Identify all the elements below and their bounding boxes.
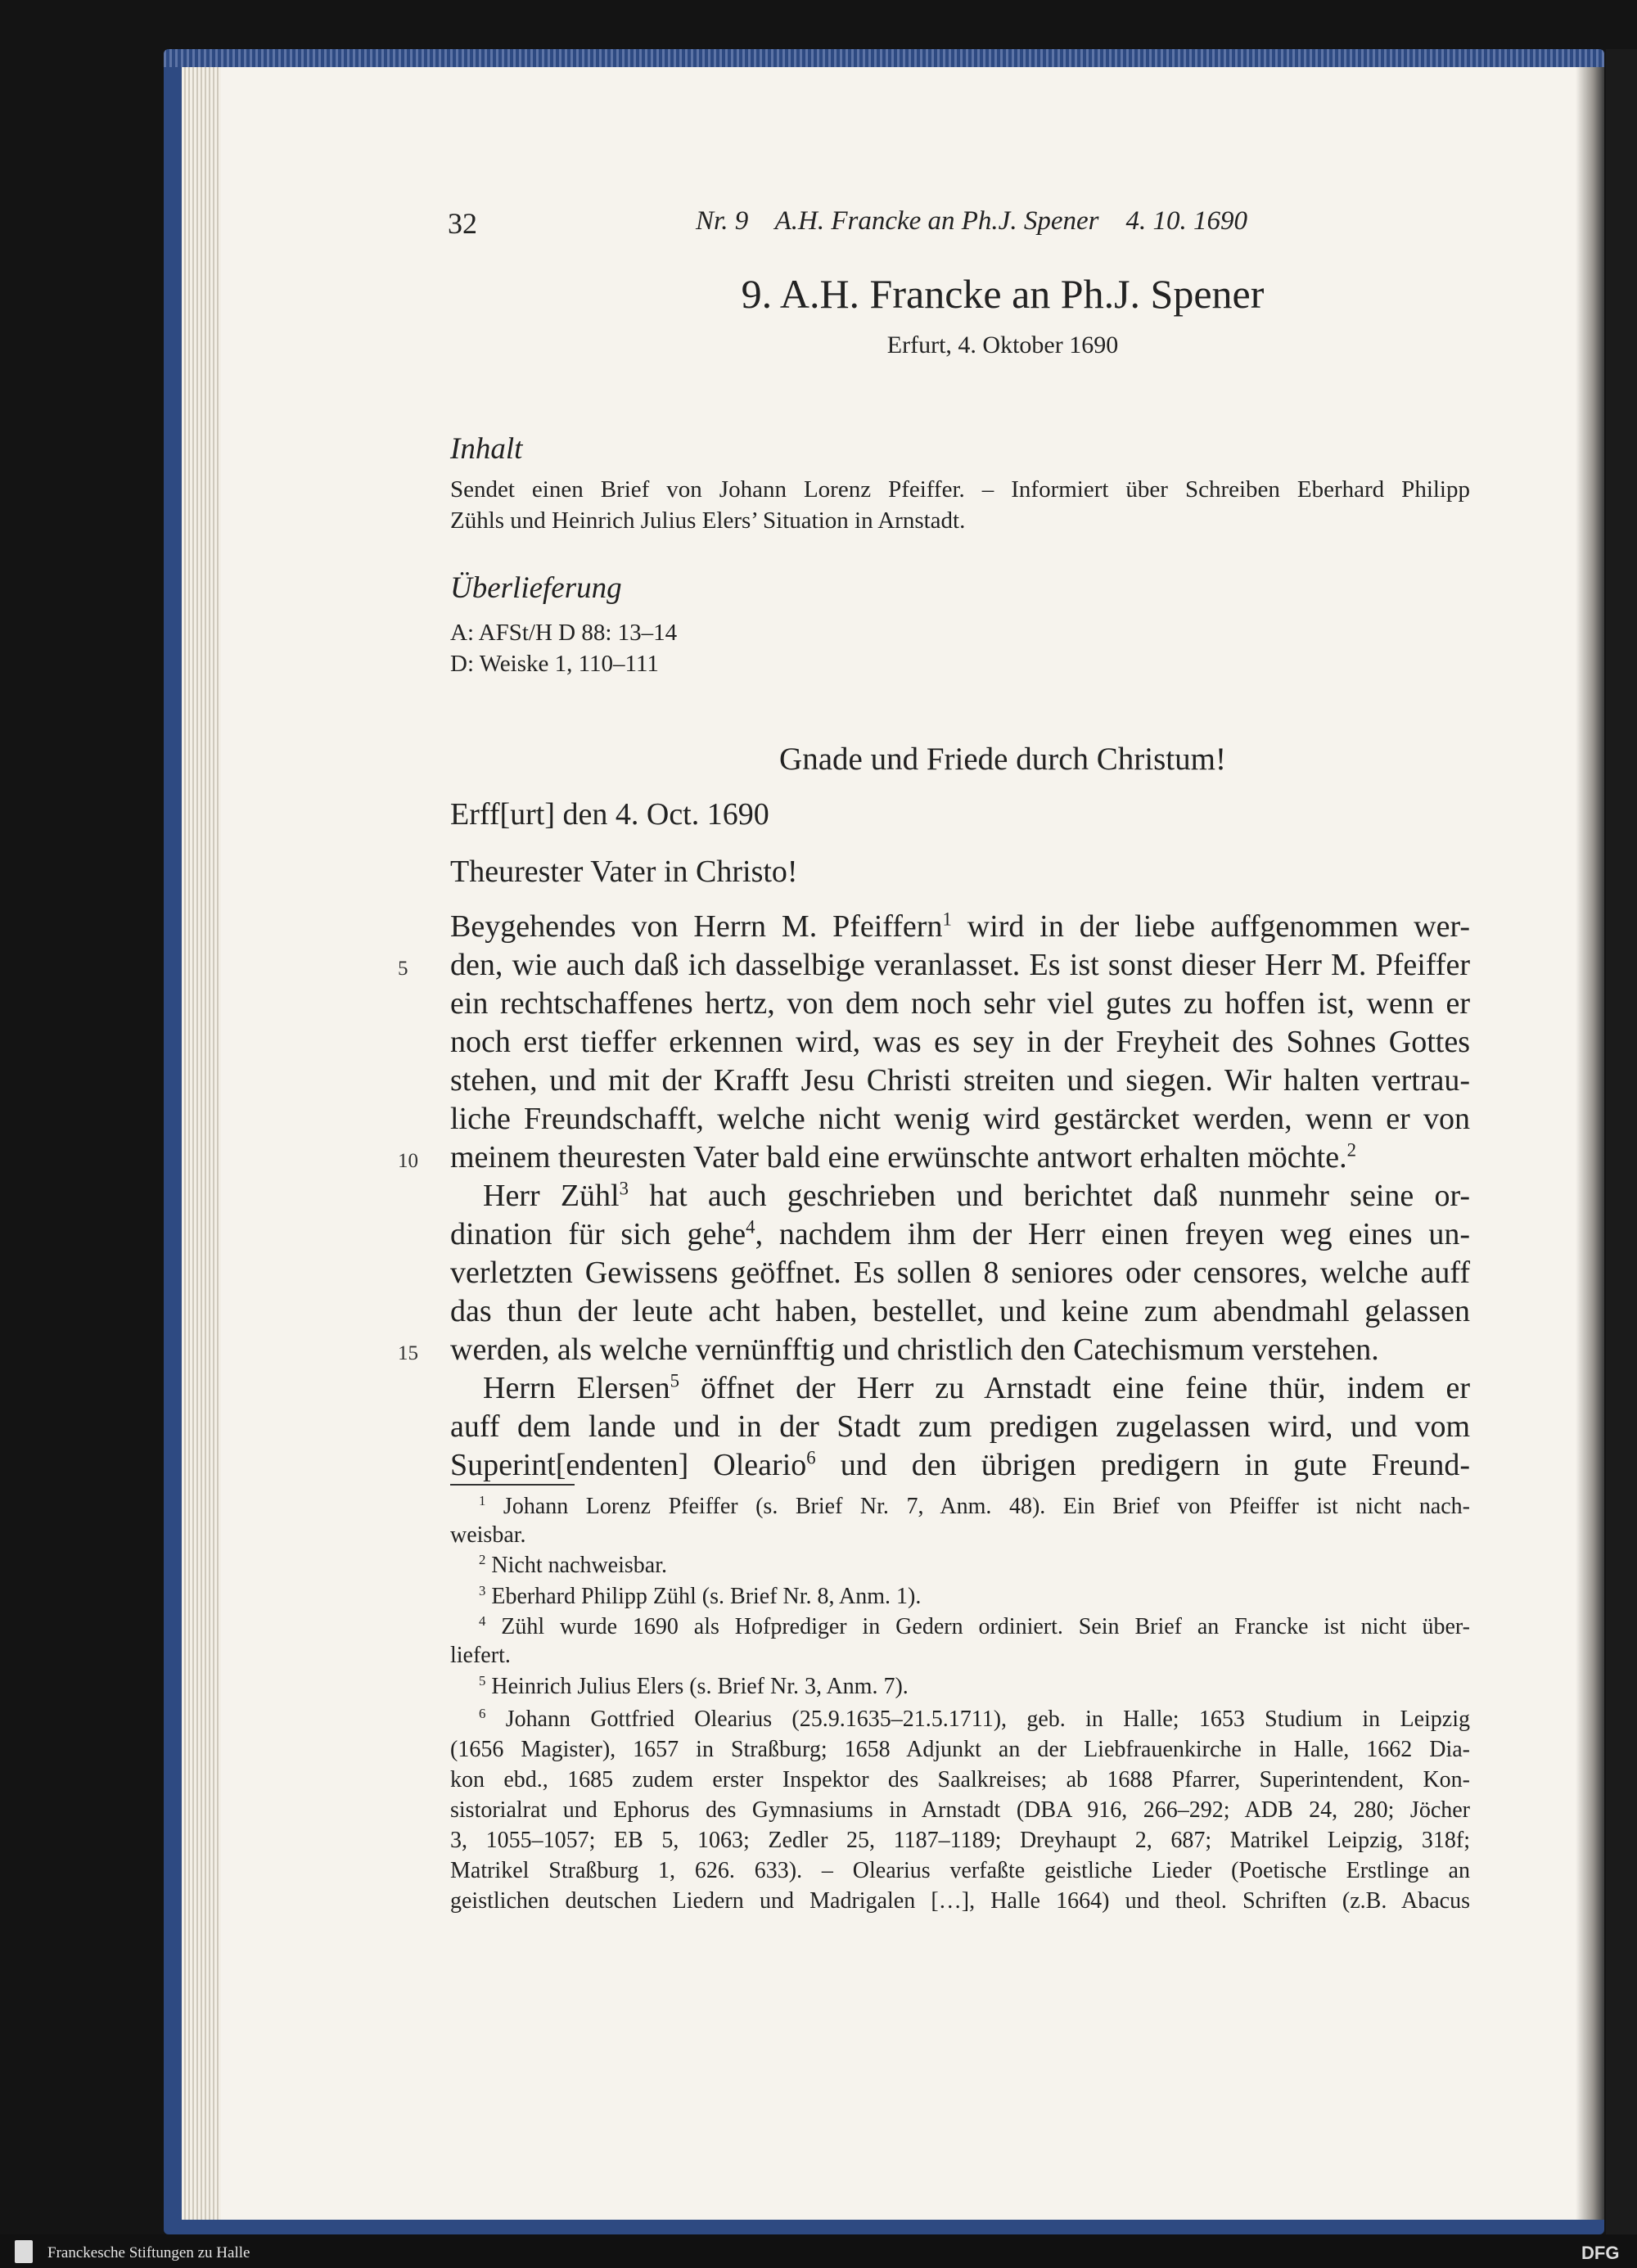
body-line: verletzten Gewissens geöffnet. Es sollen 8 seniores oder censores, welche auff xyxy=(450,1256,1470,1290)
body-line: liche Freundschafft, welche nicht wenig wird gestärcket werden, wenn er von xyxy=(450,1102,1470,1136)
footnote-ref: 3 xyxy=(619,1178,629,1199)
footnote-ref: 1 xyxy=(942,909,952,930)
footnote-number: 5 xyxy=(479,1672,486,1689)
body-line xyxy=(450,909,1470,945)
body-line: stehen, und mit der Krafft Jesu Christi streiten und siegen. Wir halten vertrau- xyxy=(450,1063,1470,1098)
text: Beygehendes von Herrn M. Pfeiffern xyxy=(450,909,943,944)
institution-name: Franckesche Stiftungen zu Halle xyxy=(47,2244,250,2261)
text: Heinrich Julius Elers (s. Brief Nr. 3, Anm. 7). xyxy=(491,1674,909,1699)
footnote: liefert. xyxy=(450,1643,511,1668)
footnote: kon ebd., 1685 zudem erster Inspektor des Saalkreises; ab 1688 Pfarrer, Superintendent, Kon- xyxy=(450,1767,1470,1792)
text: , nachdem ihm der Herr einen freyen weg eines un- xyxy=(755,1217,1470,1251)
text: und den übrigen predigern in gute Freund- xyxy=(815,1448,1470,1482)
line-number: 5 xyxy=(398,958,408,980)
footnote xyxy=(479,1553,1470,1579)
text: Nicht nachweisbar. xyxy=(491,1553,667,1578)
footnote-number: 1 xyxy=(479,1492,486,1508)
text: wird in der liebe auffgenommen wer- xyxy=(951,909,1471,944)
salutation: Gnade und Friede durch Christum! xyxy=(779,742,1226,777)
footnote: Matrikel Straßburg 1, 626. 633). – Olearius verfaßte geistliche Lieder (Poetische Erstlinge an xyxy=(450,1858,1470,1883)
dfg-logo: DFG xyxy=(1581,2243,1620,2263)
letter-subtitle: Erfurt, 4. Oktober 1690 xyxy=(886,331,1119,358)
body-line xyxy=(450,1447,1470,1483)
footnote xyxy=(479,1614,1470,1640)
footnote: (1656 Magister), 1657 in Straßburg; 1658 Adjunkt an der Liebfrauenkirche in Halle, 1662 Dia- xyxy=(450,1737,1470,1762)
text: Johann Lorenz Pfeiffer (s. Brief Nr. 7, Anm. 48). Ein Brief von Pfeiffer ist nicht nach- xyxy=(503,1494,1471,1519)
footnote-ref: 6 xyxy=(806,1447,816,1468)
running-head: Nr. 9 A.H. Francke an Ph.J. Spener 4. 10. 1690 xyxy=(696,206,1247,236)
text: meinem theuresten Vater bald eine erwünschte antwort erhalten möchte. xyxy=(450,1140,1347,1175)
footnote-ref: 4 xyxy=(746,1216,755,1238)
footnote: 3, 1055–1057; EB 5, 1063; Zedler 25, 1187–1189; Dreyhaupt 2, 687; Matrikel Leipzig, 318f; xyxy=(450,1828,1470,1853)
footnote xyxy=(479,1707,1470,1733)
text: Superint[endenten] Oleario xyxy=(450,1448,807,1482)
body-line: auff dem lande und in der Stadt zum predigen zugelassen wird, und vom xyxy=(450,1409,1470,1444)
footnote xyxy=(479,1584,1470,1610)
body-line: noch erst tieffer erkennen wird, was es sey in der Freyheit des Sohnes Gottes xyxy=(450,1025,1470,1059)
page-edges xyxy=(182,67,223,2220)
letter-title: 9. A.H. Francke an Ph.J. Spener xyxy=(741,271,1265,317)
inhalt-heading: Inhalt xyxy=(450,432,523,466)
body-line xyxy=(450,1216,1470,1252)
text: Herrn Elersen xyxy=(483,1371,670,1405)
footnote xyxy=(479,1494,1470,1520)
text: Herr Zühl xyxy=(483,1179,620,1213)
ueberlieferung-line: D: Weiske 1, 110–111 xyxy=(450,651,659,677)
footnote-ref: 5 xyxy=(670,1370,679,1391)
text: öffnet der Herr zu Arnstadt eine feine thür, indem er xyxy=(679,1371,1471,1405)
spine-shadow xyxy=(1576,67,1604,2220)
text: Johann Gottfried Olearius (25.9.1635–21.5.1711), geb. in Halle; 1653 Studium in Leipzig xyxy=(505,1707,1470,1732)
body-line: den, wie auch daß ich dasselbige veranlasset. Es ist sonst dieser Herr M. Pfeiffer xyxy=(450,948,1470,982)
body-line: ein rechtschaffenes hertz, von dem noch sehr viel gutes zu hoffen ist, wenn er xyxy=(450,986,1470,1021)
text: dination für sich gehe xyxy=(450,1217,746,1251)
institution-logo-icon xyxy=(15,2240,33,2263)
footnote xyxy=(479,1674,1470,1700)
footnote-number: 2 xyxy=(479,1551,486,1567)
body-line: werden, als welche vernünfftig und christlich den Catechismum verstehen. xyxy=(450,1332,1379,1367)
footnote: geistlichen deutschen Liedern und Madrigalen […], Halle 1664) und theol. Schriften (z.B. Abacus xyxy=(450,1888,1470,1914)
body-line xyxy=(450,1139,1356,1175)
footnote-number: 4 xyxy=(479,1612,486,1629)
text: hat auch geschrieben und berichtet daß nunmehr seine or- xyxy=(629,1179,1471,1213)
dateline: Erff[urt] den 4. Oct. 1690 xyxy=(450,797,769,832)
body-line xyxy=(483,1178,1470,1214)
body-line: das thun der leute acht haben, bestellet, und keine zum abendmahl gelassen xyxy=(450,1294,1470,1328)
ueberlieferung-heading: Überlieferung xyxy=(450,571,622,605)
footnote-rule xyxy=(450,1484,575,1486)
footnote-number: 6 xyxy=(479,1705,486,1721)
text: Eberhard Philipp Zühl (s. Brief Nr. 8, Anm. 1). xyxy=(491,1584,922,1609)
inhalt-line: Sendet einen Brief von Johann Lorenz Pfeiffer. – Informiert über Schreiben Eberhard Philipp xyxy=(450,476,1470,503)
page-number: 32 xyxy=(448,207,477,240)
footnote: sistorialrat und Ephorus des Gymnasiums in Arnstadt (DBA 916, 266–292; ADB 24, 280; Jöcher xyxy=(450,1797,1470,1823)
line-number: 10 xyxy=(398,1150,418,1172)
side-strip xyxy=(1606,49,1637,2234)
text: Zühl wurde 1690 als Hofprediger in Gedern ordiniert. Sein Brief an Francke ist nicht über- xyxy=(501,1614,1470,1639)
cover-edge xyxy=(164,49,1604,67)
line-number: 15 xyxy=(398,1342,418,1364)
footnote-number: 3 xyxy=(479,1582,486,1598)
footnote: weisbar. xyxy=(450,1522,526,1548)
footnote-ref: 2 xyxy=(1346,1139,1357,1161)
body-line xyxy=(483,1370,1470,1406)
greeting: Theurester Vater in Christo! xyxy=(450,854,798,889)
inhalt-line: Zühls und Heinrich Julius Elers’ Situation in Arnstadt. xyxy=(450,507,966,534)
ueberlieferung-line: A: AFSt/H D 88: 13–14 xyxy=(450,620,678,646)
